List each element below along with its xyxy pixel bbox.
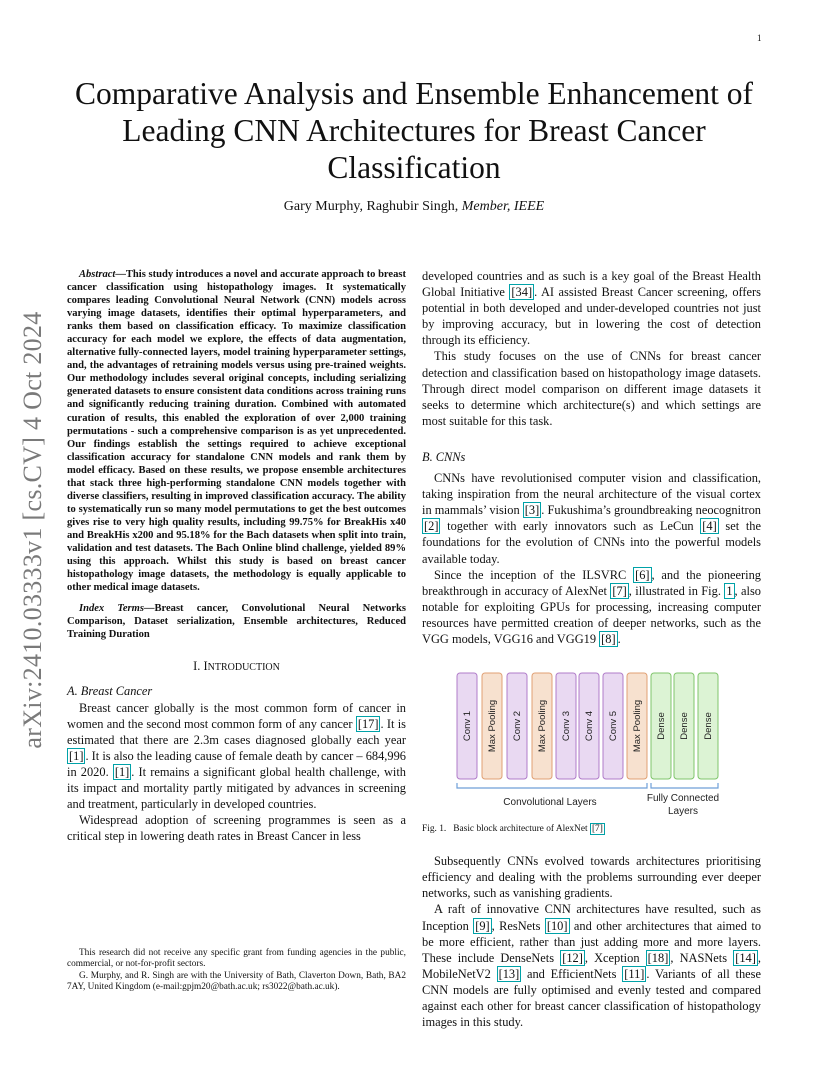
citation-link[interactable]: [6] — [635, 567, 650, 582]
text-run: . AI assisted Breast Cancer screening, offers potential in both developed and under-developed countries not just by improving accuracy, but in lowering the cost of detection through its efficiency. — [422, 285, 761, 348]
arxiv-identifier: arXiv:2410.03333v1 [cs.CV] 4 Oct 2024 — [18, 311, 47, 749]
text-run: , NASNets — [670, 950, 734, 965]
layer-label: Conv 3 — [561, 711, 572, 742]
text-run: . Variants of all these CNN models are fully optimised and evenly tested and compared against each other for breast cancer classification of histopathology images in this study. — [422, 966, 762, 1030]
citation-link[interactable]: [18] — [647, 950, 669, 965]
citation-link[interactable]: [11] — [624, 966, 645, 981]
citation-link[interactable]: [12] — [562, 950, 583, 965]
body-paragraph — [422, 268, 761, 348]
layer-label: Dense — [703, 712, 714, 740]
alexnet-diagram — [422, 661, 761, 818]
citation-link[interactable]: [8] — [601, 631, 616, 646]
abstract-text: This study introduces a novel and accurate approach to breast cancer classification using histopathology images. It systematically compares leading Convolutional Neural Network (CNN) models across varying image datasets, identifies their optimal hyperparameters, and ranks them based on classification efficacy. To maximize classification accuracy for each model we explore, the effects of data augmentation, alternative fully-connected layers, model training hyperparameter settings, and, the advantages of retraining models versus using pre-trained weights. Our methodology includes several original concepts, including serializing generated datasets to ensure consistent data conditions across training runs and significantly reducing training duration. Combined with automated curation of results, this enabled the exploration of over 2,000 training permutations - such a comprehensive comparison is as yet unprecedented. Our findings establish the settings required to achieve exceptional classification accuracy for standalone CNN models and rank them by model efficacy. Based on these results, we propose ensemble architectures that stack three high-performing standalone CNN models together with diverse classifiers, resulting in improved classification accuracy. The ability to systematically run so many model permutations to get the best outcomes gives rise to very high quality results, including 99.75% for BreakHis x40 and BreakHis x200 and 95.18% for the Bach datasets when split into train, validation and test datasets. The Bach Online blind challenge, yielded 89% using this approach. Whilst this study is based on breast cancer histopathology image datasets, the methodology is equally applicable to other medical image datasets. — [67, 269, 406, 594]
text-run: , MobileNetV2 — [422, 950, 761, 981]
layer-label: Conv 4 — [584, 711, 595, 742]
layer-label: Conv 2 — [512, 711, 523, 742]
text-run: A raft of innovative CNN architectures have resulted, such as Inception — [422, 902, 761, 933]
layer-label: Conv 5 — [608, 711, 619, 742]
text-run: together with early innovators such as LeCun — [440, 519, 701, 534]
text-run: Widespread adoption of screening programmes is seen as a critical step in lowering death rates in Breast Cancer in less — [67, 813, 406, 844]
section-rest: NTRODUCTION — [207, 662, 280, 674]
citation-link[interactable]: [7] — [612, 583, 627, 598]
caption-prefix: Fig. 1. — [422, 824, 447, 835]
text-run: Breast cancer globally is the most common form of cancer in women and the second most common form of any cancer — [67, 700, 406, 731]
body-paragraph — [422, 853, 761, 901]
arxiv-sidebar-stamp — [20, 300, 46, 760]
body-paragraph — [67, 812, 406, 844]
citation-link[interactable]: 1 — [726, 583, 733, 598]
text-run: . It is also the leading cause of female death by cancer – 684,996 in 2020. — [67, 748, 406, 779]
body-paragraph — [422, 470, 761, 567]
citation-link[interactable]: [3] — [524, 503, 540, 518]
author-role: Member, IEEE — [461, 199, 545, 214]
layer-label: Max Pooling — [537, 699, 548, 753]
index-terms-label: Index Terms — [79, 603, 144, 615]
fc-layers-label-line1: Fully Connected — [646, 793, 720, 805]
subsection-heading-cnns: B. CNNs — [422, 449, 466, 464]
left-body — [67, 700, 406, 845]
subsection-heading-breast-cancer: A. Breast Cancer — [67, 684, 153, 699]
text-run: and EfficientNets — [521, 966, 623, 981]
section-initial: I — [203, 659, 208, 674]
footnotes — [67, 948, 406, 994]
text-run: Subsequently CNNs evolved towards architectures prioritising efficiency and dealing with the problems surrounding ever deeper networks, such as vanishing gradients. — [422, 854, 761, 901]
citation-link[interactable]: [9] — [475, 918, 490, 933]
index-terms-text: Breast cancer, Convolutional Neural Networks Comparison, Dataset serialization, Ensemble architectures, Reduced Training Duration — [67, 603, 406, 641]
citation-link[interactable]: [10] — [546, 918, 568, 933]
text-run: Since the inception of the ILSVRC — [434, 567, 634, 582]
citation-link[interactable]: [13] — [498, 966, 520, 981]
citation-link[interactable]: [4] — [702, 519, 717, 534]
citation-link[interactable]: [2] — [424, 519, 439, 534]
text-run: This study focuses on the use of CNNs for breast cancer detection and classification based on histopathology image datasets. Through direct model comparison on different image datasets it seeks to determine which architecture(s) and which settings are most suitable for this task. — [422, 349, 761, 428]
right-column — [422, 268, 761, 1030]
left-column — [67, 268, 406, 844]
paper-title: Comparative Analysis and Ensemble Enhancement of Leading CNN Architectures for Breast Cancer Classification — [75, 76, 753, 185]
text-run: , illustrated in Fig. — [628, 583, 725, 598]
fc-layers-label-line2: Layers — [667, 806, 699, 818]
text-run: set the foundations for the evolution of CNNs into the powerful models available today. — [422, 519, 761, 566]
layer-label: Max Pooling — [632, 699, 643, 753]
fc-layers-bracket — [651, 783, 718, 788]
body-paragraph — [422, 567, 761, 647]
right-mid-body — [422, 470, 761, 647]
citation-link[interactable]: [34] — [511, 285, 533, 300]
abstract-label: Abstract — [79, 269, 116, 280]
text-run: CNNs have revolutionised computer vision and classification, taking inspiration from the neural architecture of the visual cortex in mammals’ vision — [422, 471, 761, 518]
right-bottom-body — [422, 853, 761, 1030]
text-run: . — [617, 631, 621, 646]
layer-label: Dense — [679, 712, 690, 740]
figure-caption — [422, 821, 761, 837]
caption-text: Basic block architecture of AlexNet — [453, 824, 590, 835]
caption-citation[interactable]: [7] — [591, 824, 603, 835]
index-terms: Index Terms—Breast cancer, Convolutional Neural Networks Comparison, Dataset serialization, Ensemble architectures, Reduced Training Duration — [67, 603, 406, 641]
layer-label: Conv 1 — [462, 711, 473, 742]
footnote-affiliation: G. Murphy, and R. Singh are with the University of Bath, Claverton Down, Bath, BA2 7AY, United Kingdom (e-mail:gpjm20@bath.ac.uk; rs3022@bath.ac.uk). — [67, 970, 406, 993]
text-run: , and the pioneering breakthrough in accuracy of AlexNet — [422, 567, 762, 598]
text-run: . It is estimated that there are 2.3m cases diagnosed globally each year — [67, 716, 406, 747]
author-names: Gary Murphy, Raghubir Singh, — [283, 199, 459, 214]
body-paragraph — [67, 700, 406, 813]
citation-link[interactable]: [1] — [69, 748, 84, 763]
citation-link[interactable]: [1] — [114, 764, 130, 779]
citation-link[interactable]: [17] — [357, 716, 379, 731]
text-run: , ResNets — [491, 918, 545, 933]
text-run: . Fukushima’s groundbreaking neocognitron — [541, 503, 761, 518]
footnote-funding: This research did not receive any specific grant from funding agencies in the public, commercial, or not-for-profit sectors. — [67, 948, 406, 970]
body-paragraph — [422, 901, 761, 1030]
text-run: and other architectures that aimed to be more efficient, rather than just adding more and more layers. These include DenseNets — [422, 918, 762, 965]
text-run: . It remains a significant global health challenge, with its impact and mortality partly mitigated by advances in screening and treatment, particularly in developed countries. — [67, 764, 406, 812]
layer-label: Dense — [656, 712, 667, 740]
text-run: , Xception — [584, 950, 646, 965]
section-numeral: I. — [193, 659, 201, 674]
text-run: developed countries and as such is a key goal of the Breast Health Global Initiative — [422, 269, 761, 300]
body-paragraph — [422, 348, 761, 428]
text-run: , also notable for exploiting GPUs for processing, increasing computer resources have permitted creation of deeper networks, such as the VGG models, VGG16 and VGG19 — [422, 583, 761, 646]
layer-label: Max Pooling — [487, 699, 498, 753]
right-top-body — [422, 268, 761, 429]
conv-layers-label: Convolutional Layers — [503, 797, 597, 809]
author-line — [60, 199, 768, 215]
abstract: Abstract—This study introduces a novel and accurate approach to breast cancer classification using histopathology images. It systematically compares leading Convolutional Neural Network (CNN) models across varying image datasets, identifies their optimal hyperparameters, and ranks them based on classification efficacy. To maximize classification accuracy for each model we explore, the effects of data augmentation, alternative fully-connected layers, model training hyperparameter settings, and, the advantages of retraining models versus using pre-trained weights. Our methodology includes several original concepts, including serializing generated datasets to ensure consistent data conditions across training runs and significantly reducing training duration. Combined with automated curation of results, this enabled the exploration of over 2,000 training permutations - such a comprehensive comparison is as yet unprecedented. Our findings establish the settings required to achieve exceptional classification accuracy for standalone CNN models and rank them by model efficacy. Based on these results, we propose ensemble architectures that stack three high-performing standalone CNN models together with diverse classifiers, resulting in improved classification accuracy. The ability to systematically run so many model permutations to get the best outcomes gives rise to very high quality results, including 99.75% for BreakHis x40 and BreakHis x200 and 95.18% for the Bach datasets when split into train, validation and test datasets. The Bach Online blind challenge, yielded 89% using this approach. Whilst this study is based on breast cancer histopathology image datasets, the methodology is equally applicable to other medical image datasets. — [67, 269, 406, 594]
citation-link[interactable]: [14] — [735, 950, 756, 965]
section-heading-introduction — [67, 658, 406, 676]
figure-alexnet — [422, 661, 761, 818]
conv-layers-bracket — [457, 783, 647, 788]
page-number: 1 — [757, 33, 762, 43]
